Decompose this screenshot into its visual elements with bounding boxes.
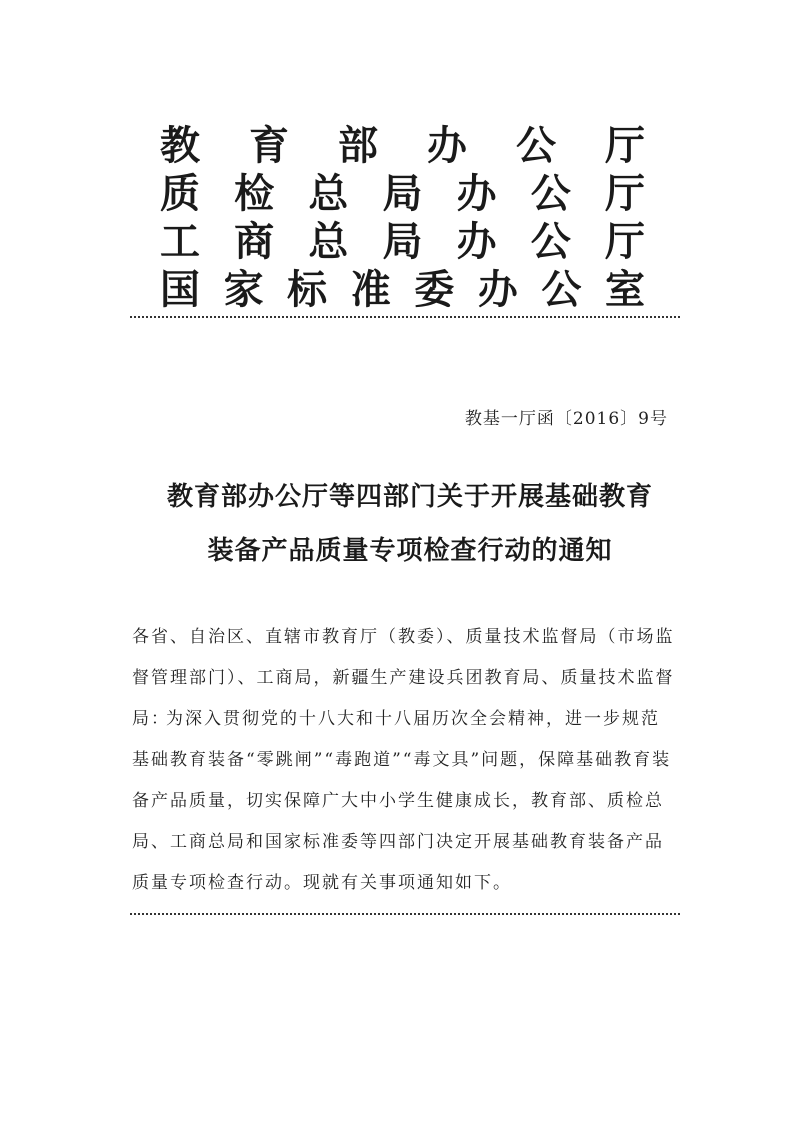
- letterhead-char: 公: [530, 170, 571, 217]
- letterhead-char: 商: [234, 218, 275, 265]
- letterhead-char: 家: [223, 266, 264, 313]
- letterhead-char: 公: [516, 122, 556, 169]
- letterhead-char: 局: [382, 218, 423, 265]
- letterhead-char: 局: [382, 170, 423, 217]
- letterhead-char: 厅: [604, 218, 645, 265]
- document-title-line-1: 教育部办公厅等四部门关于开展基础教育: [166, 482, 653, 512]
- letterhead-row-2: [160, 170, 645, 218]
- letterhead-row-3: [160, 218, 645, 266]
- document-number: 教基一厅函〔2016〕9号: [464, 409, 668, 429]
- letterhead-char: 厅: [605, 122, 645, 169]
- letterhead-char: 总: [308, 170, 349, 217]
- letterhead-row-4: [160, 266, 645, 314]
- letterhead-char: 办: [456, 170, 497, 217]
- letterhead-char: 办: [477, 266, 518, 313]
- letterhead-char: 标: [287, 266, 328, 313]
- document-title-line-2: 装备产品质量专项检查行动的通知: [207, 536, 613, 566]
- letterhead-char: 教: [160, 122, 200, 169]
- letterhead-char: 工: [160, 218, 200, 265]
- letterhead: [160, 122, 645, 314]
- letterhead-char: 委: [414, 266, 455, 313]
- letterhead-char: 办: [427, 122, 467, 169]
- letterhead-char: 育: [249, 122, 289, 169]
- letterhead-char: 检: [234, 170, 275, 217]
- letterhead-char: 室: [604, 266, 645, 313]
- letterhead-char: 公: [530, 218, 571, 265]
- header-divider: [130, 316, 680, 318]
- footer-divider: [130, 913, 680, 915]
- letterhead-row-1: [160, 122, 645, 170]
- letterhead-char: 质: [160, 170, 200, 217]
- letterhead-char: 办: [456, 218, 497, 265]
- body-paragraph: 为深入贯彻党的十八大和十八届历次全会精神，进一步规范基础教育装备“零跳闸”“毒跑道”“毒文具”问题，保障基础教育装备产品质量，切实保障广大中小学生健康成长，教育部、质检总局、工商总局和国家标准委等四部门决定开展基础教育装备产品质量专项检查行动。现就有关事项通知如下。: [132, 709, 672, 893]
- letterhead-char: 部: [338, 122, 378, 169]
- salutation: 各省、自治区、直辖市教育厅（教委）、质量技术监督局（市场监督管理部门）、工商局，新疆生产建设兵团教育局、质量技术监督局：: [132, 627, 675, 729]
- letterhead-char: 公: [541, 266, 582, 313]
- letterhead-char: 总: [308, 218, 349, 265]
- letterhead-char: 厅: [604, 170, 645, 217]
- letterhead-char: 准: [350, 266, 391, 313]
- letterhead-char: 国: [160, 266, 200, 313]
